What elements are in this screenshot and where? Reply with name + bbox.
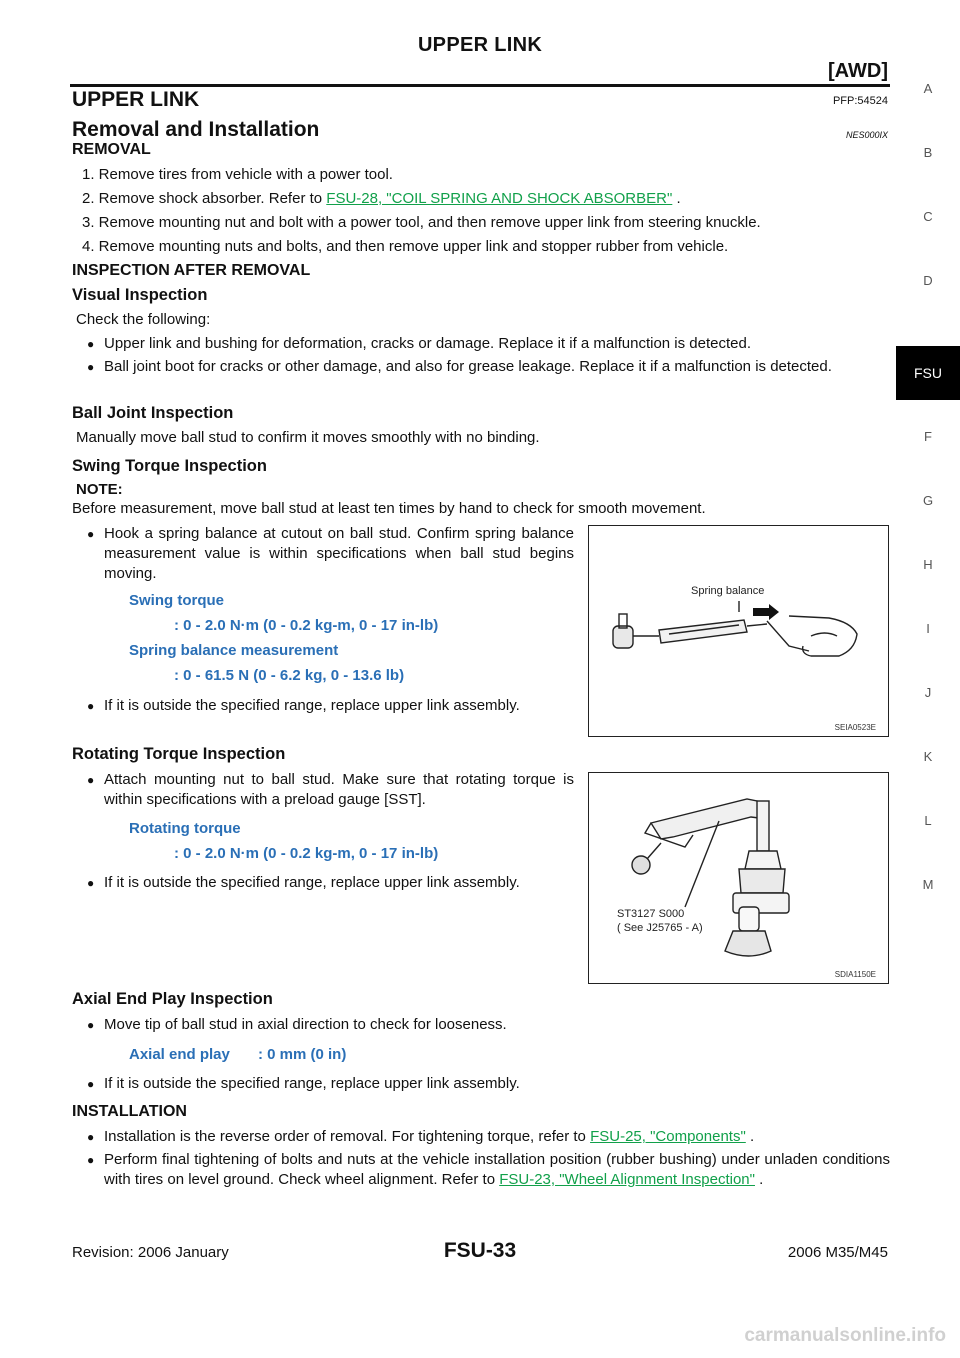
visual-bullet-1: ● Upper link and bushing for deformation, cracks or damage. Replace it if a malfunction is detected. <box>104 334 890 354</box>
axial-end-play-value: : 0 mm (0 in) <box>258 1046 347 1063</box>
side-tab-fsu[interactable]: FSU <box>896 346 960 400</box>
inspection-heading: INSPECTION AFTER REMOVAL <box>72 262 311 279</box>
side-tab-j[interactable]: J <box>924 685 932 700</box>
spring-balance-figure <box>588 525 889 737</box>
removal-step-3: 3. Remove mounting nut and bolt with a power tool, and then remove upper link from steering knuckle. <box>82 214 761 231</box>
axial-bullet-2: ● If it is outside the specified range, replace upper link assembly. <box>104 1074 890 1094</box>
side-tab-d[interactable]: D <box>923 273 933 288</box>
rotating-bullet-1: ● Attach mounting nut to ball stud. Make sure that rotating torque is within specifications with a preload gauge [SST]. <box>104 770 574 810</box>
spring-balance-value: : 0 - 61.5 N (0 - 6.2 kg, 0 - 13.6 lb) <box>174 667 405 684</box>
pfp-code: PFP:54524 <box>832 95 888 107</box>
rotating-bullet-2: ● If it is outside the specified range, replace upper link assembly. <box>104 873 584 893</box>
installation-bullet-1: ● Installation is the reverse order of removal. For tightening torque, refer to FSU-25, "Components" . <box>104 1127 890 1147</box>
side-tab-m[interactable]: M <box>922 877 934 892</box>
visual-inspection-heading: Visual Inspection <box>72 286 208 304</box>
removal-step-4: 4. Remove mounting nuts and bolts, and then remove upper link and stopper rubber from vehicle. <box>82 238 729 255</box>
watermark: carmanualsonline.info <box>744 1325 946 1346</box>
page-header-title: UPPER LINK <box>417 34 543 56</box>
link-fsu-25[interactable]: FSU-25, "Components" <box>590 1128 746 1145</box>
side-tab-a[interactable]: A <box>923 81 933 96</box>
side-tab-c[interactable]: C <box>923 209 933 224</box>
spring-balance-label: Spring balance measurement <box>129 642 339 659</box>
spring-balance-illustration <box>589 526 888 736</box>
sst-part-number: ST3127 S000 <box>617 908 685 920</box>
figure-id-1: SEIA0523E <box>834 723 876 732</box>
preload-gauge-illustration <box>589 773 888 983</box>
removal-heading: REMOVAL <box>72 141 151 158</box>
rotating-torque-value: : 0 - 2.0 N·m (0 - 0.2 kg-m, 0 - 17 in-lb) <box>174 845 439 862</box>
page-header-tag: [AWD] <box>828 60 888 82</box>
axial-end-play-heading: Axial End Play Inspection <box>72 990 273 1008</box>
removal-installation-heading: Removal and Installation <box>72 118 320 141</box>
preload-gauge-figure <box>588 772 889 984</box>
nes-code: NES000IX <box>845 130 888 140</box>
swing-torque-label: Swing torque <box>129 592 224 609</box>
visual-bullet-2: ● Ball joint boot for cracks or other damage, and also for grease leakage. Replace it if a malfunction is detected. <box>104 357 890 377</box>
link-fsu-23[interactable]: FSU-23, "Wheel Alignment Inspection" <box>499 1171 755 1188</box>
side-tab-i[interactable]: I <box>926 621 930 636</box>
side-tab-g[interactable]: G <box>922 493 934 508</box>
ball-joint-heading: Ball Joint Inspection <box>72 404 234 422</box>
side-tab-k[interactable]: K <box>923 749 933 764</box>
installation-heading: INSTALLATION <box>72 1103 187 1120</box>
footer-model: 2006 M35/M45 <box>787 1244 888 1261</box>
visual-intro: Check the following: <box>76 311 211 328</box>
header-divider <box>70 84 890 87</box>
removal-step-1: 1. Remove tires from vehicle with a power tool. <box>82 166 393 183</box>
side-tab-h[interactable]: H <box>923 557 933 572</box>
swing-bullet-1: ● Hook a spring balance at cutout on ball stud. Confirm spring balance measurement value is within specifications when ball stud begins moving. <box>104 524 574 584</box>
swing-torque-value: : 0 - 2.0 N·m (0 - 0.2 kg-m, 0 - 17 in-lb) <box>174 617 439 634</box>
side-tab-f[interactable]: F <box>924 429 932 444</box>
ball-joint-text: Manually move ball stud to confirm it moves smoothly with no binding. <box>76 429 540 446</box>
footer-revision: Revision: 2006 January <box>72 1244 229 1261</box>
spring-balance-callout: Spring balance <box>691 585 765 597</box>
figure-id-2: SDIA1150E <box>834 970 876 979</box>
swing-bullet-2: ● If it is outside the specified range, replace upper link assembly. <box>104 696 584 716</box>
side-tab-b[interactable]: B <box>923 145 933 160</box>
note-label: NOTE: <box>76 481 123 498</box>
note-text: Before measurement, move ball stud at least ten times by hand to check for smooth movement. <box>72 500 706 517</box>
link-fsu-28[interactable]: FSU-28, "COIL SPRING AND SHOCK ABSORBER" <box>326 190 673 207</box>
removal-step-2: 2. Remove shock absorber. Refer to FSU-28, "COIL SPRING AND SHOCK ABSORBER" . <box>82 190 681 207</box>
swing-torque-heading: Swing Torque Inspection <box>72 457 267 475</box>
rotating-torque-label: Rotating torque <box>129 820 241 837</box>
axial-end-play-label: Axial end play <box>129 1046 230 1063</box>
axial-bullet-1: ● Move tip of ball stud in axial direction to check for looseness. <box>104 1015 890 1035</box>
side-tab-l[interactable]: L <box>924 813 932 828</box>
installation-bullet-2: ● Perform final tightening of bolts and nuts at the vehicle installation position (rubber bushing) under unladen conditions with tires on level ground. Check wheel alignment. Refer to FSU-23, "Wheel Alignment Inspection" . <box>104 1150 890 1190</box>
rotating-torque-heading: Rotating Torque Inspection <box>72 745 286 763</box>
sst-reference: ( See J25765 - A) <box>617 922 703 934</box>
footer-page-number: FSU-33 <box>443 1239 517 1262</box>
section-title: UPPER LINK <box>72 88 200 111</box>
